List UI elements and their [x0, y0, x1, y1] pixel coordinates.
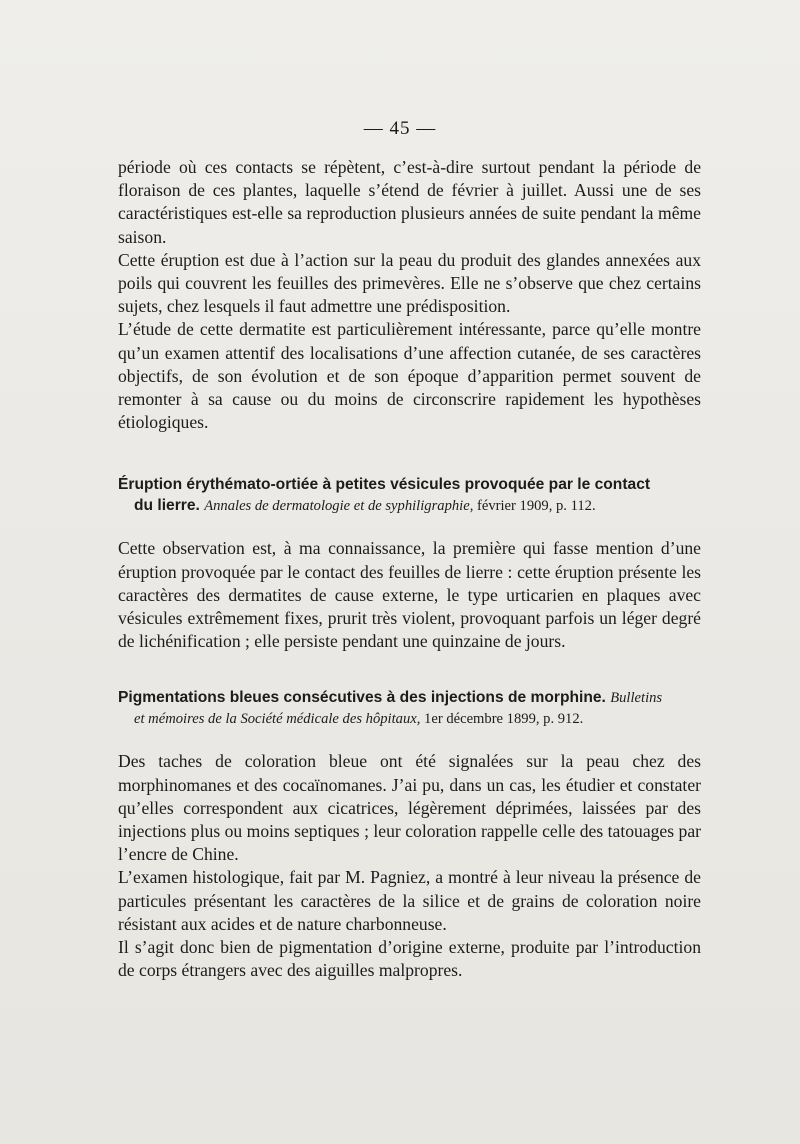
- section-paragraph: Cette observation est, à ma connaissance, la première qui fasse mention d’une éruption provoquée par le contact des feuilles de lierre : cette éruption présente les caractères des dermatites de cause externe, le type urticarien en plaques avec vésicules extrêmement fixes, prurit très violent, provoquant parfois un léger degré de lichénification ; elle persiste pendant une quinzaine de jours.: [118, 538, 701, 652]
- section-title-line1: Éruption érythémato-ortiée à petites vésicules provoquée par le contact: [118, 476, 651, 494]
- intro-paragraph-3: L’étude de cette dermatite est particulièrement intéressante, parce qu’elle montre qu’un examen attentif des localisations d’une affection cutanée, de ses caractères objectifs, de son évolution et de son époque d’apparition permet souvent de remonter à sa cause ou du moins de circonscrire rapidement les hypothèses étiologiques.: [118, 319, 701, 433]
- section-morphine-pigmentation: [118, 687, 701, 982]
- citation-journal-part2: et mémoires de la Société médicale des hôpitaux,: [134, 711, 421, 728]
- section-title-line2: du lierre.: [134, 497, 200, 515]
- page-number: — 45 —: [363, 118, 437, 139]
- section-heading: [118, 687, 701, 730]
- section-paragraph-2: L’examen histologique, fait par M. Pagniez, a montré à leur niveau la présence de particules présentant les caractères de la silice et de grains de coloration noire résistant aux acides et de nature charbonneuse.: [118, 867, 701, 934]
- intro-paragraph-1: période où ces contacts se répètent, c’est-à-dire surtout pendant la période de floraison de ces plantes, laquelle s’étend de février à juillet. Aussi une de ses caractéristiques est-elle sa reproduction plusieurs années de suite pendant la même saison.: [118, 157, 701, 247]
- section-paragraph-1: Des taches de coloration bleue ont été signalées sur la peau chez des morphinomanes et des cocaïnomanes. J’ai pu, dans un cas, les étudier et constater qu’elles correspondent aux cicatrices, légèrement déprimées, laissées par des injections plus ou moins septiques ; leur coloration rappelle celle des tatouages par l’encre de Chine.: [118, 751, 701, 865]
- section-title: Pigmentations bleues consécutives à des injections de morphine.: [118, 689, 606, 707]
- citation-journal: Annales de dermatologie et de syphiligraphie,: [204, 498, 474, 515]
- section-heading: [118, 474, 701, 517]
- section-paragraph-3: Il s’agit donc bien de pigmentation d’origine externe, produite par l’introduction de corps étrangers avec des aiguilles malpropres.: [118, 937, 701, 981]
- page-body: [118, 156, 701, 982]
- citation-date: février 1909, p. 112.: [473, 498, 596, 515]
- intro-paragraph-2: Cette éruption est due à l’action sur la peau du produit des glandes annexées aux poils qui couvrent les feuilles des primevères. Elle ne s’observe que chez certains sujets, chez lesquels il faut admettre une prédisposition.: [118, 249, 701, 317]
- section-ivy-eruption: [118, 474, 701, 653]
- citation-date: 1er décembre 1899, p. 912.: [420, 711, 584, 728]
- citation-journal-part1: Bulletins: [610, 690, 663, 707]
